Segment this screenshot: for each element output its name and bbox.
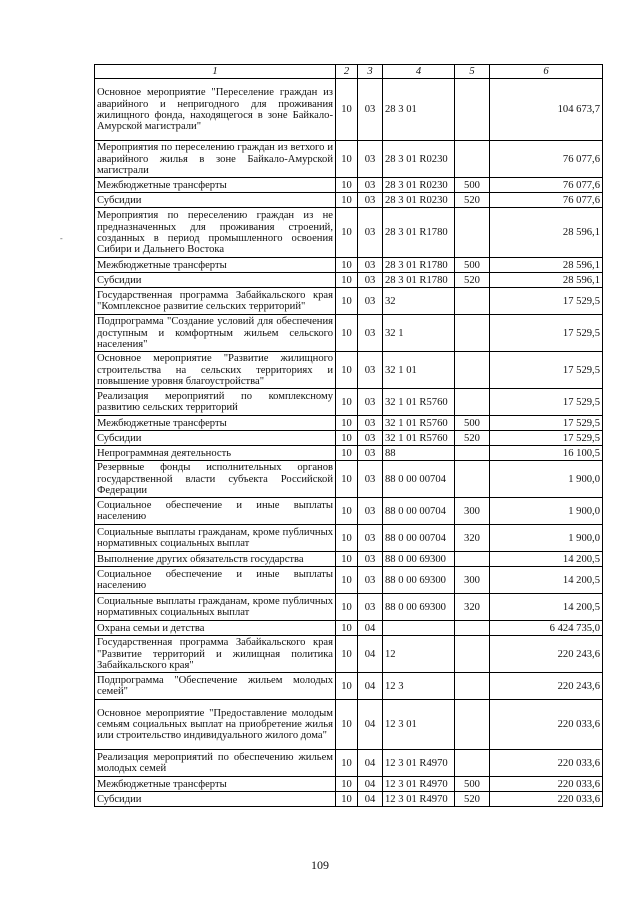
cell-name: Мероприятия по переселению граждан из не предназначенных для проживания строений, созданных в период промышленного освоения Сибири и Дальнего Востока xyxy=(95,208,336,258)
cell-vr xyxy=(455,79,490,141)
cell-pr: 03 xyxy=(358,258,383,273)
cell-csr: 88 0 00 69300 xyxy=(383,567,455,594)
cell-rz: 10 xyxy=(336,416,358,431)
cell-vr xyxy=(455,208,490,258)
cell-rz: 10 xyxy=(336,352,358,389)
cell-pr: 04 xyxy=(358,777,383,792)
cell-vr xyxy=(455,700,490,750)
cell-pr: 03 xyxy=(358,208,383,258)
cell-pr: 03 xyxy=(358,352,383,389)
cell-csr: 28 3 01 R0230 xyxy=(383,178,455,193)
cell-csr: 32 1 01 R5760 xyxy=(383,416,455,431)
table-row xyxy=(95,525,603,552)
cell-vr: 520 xyxy=(455,792,490,807)
cell-sum: 76 077,6 xyxy=(490,193,603,208)
cell-csr: 32 1 xyxy=(383,315,455,352)
cell-vr xyxy=(455,446,490,461)
table-row xyxy=(95,315,603,352)
cell-sum: 220 243,6 xyxy=(490,673,603,700)
cell-sum: 1 900,0 xyxy=(490,498,603,525)
cell-vr: 500 xyxy=(455,178,490,193)
cell-sum: 28 596,1 xyxy=(490,273,603,288)
table-row xyxy=(95,636,603,673)
cell-rz: 10 xyxy=(336,636,358,673)
table-row xyxy=(95,178,603,193)
cell-rz: 10 xyxy=(336,431,358,446)
table-row xyxy=(95,208,603,258)
cell-sum: 17 529,5 xyxy=(490,352,603,389)
cell-rz: 10 xyxy=(336,621,358,636)
cell-pr: 03 xyxy=(358,178,383,193)
cell-name: Субсидии xyxy=(95,193,336,208)
cell-pr: 04 xyxy=(358,700,383,750)
cell-pr: 03 xyxy=(358,525,383,552)
header-cell: 3 xyxy=(358,65,383,79)
cell-csr: 88 0 00 00704 xyxy=(383,461,455,498)
cell-name: Основное мероприятие "Переселение граждан из аварийного и непригодного для проживания жилищного фонда, находящегося в зоне Байкало-Амурской магистрали" xyxy=(95,79,336,141)
cell-rz: 10 xyxy=(336,750,358,777)
table-row xyxy=(95,552,603,567)
table-row xyxy=(95,193,603,208)
cell-pr: 04 xyxy=(358,792,383,807)
cell-rz: 10 xyxy=(336,208,358,258)
cell-sum: 220 033,6 xyxy=(490,750,603,777)
cell-name: Резервные фонды исполнительных органов государственной власти субъекта Российской Федерации xyxy=(95,461,336,498)
margin-mark: - xyxy=(60,234,63,243)
table-row xyxy=(95,258,603,273)
cell-pr: 04 xyxy=(358,636,383,673)
table-row xyxy=(95,416,603,431)
cell-rz: 10 xyxy=(336,389,358,416)
cell-pr: 03 xyxy=(358,288,383,315)
cell-csr xyxy=(383,621,455,636)
cell-pr: 03 xyxy=(358,79,383,141)
table-row xyxy=(95,352,603,389)
cell-vr xyxy=(455,288,490,315)
table-row xyxy=(95,621,603,636)
page-number: 109 xyxy=(311,858,329,872)
cell-sum: 76 077,6 xyxy=(490,178,603,193)
cell-vr xyxy=(455,461,490,498)
cell-sum: 220 033,6 xyxy=(490,792,603,807)
cell-name: Социальное обеспечение и иные выплаты населению xyxy=(95,498,336,525)
cell-csr: 12 3 01 R4970 xyxy=(383,750,455,777)
cell-vr xyxy=(455,552,490,567)
cell-pr: 04 xyxy=(358,673,383,700)
cell-vr: 320 xyxy=(455,594,490,621)
table-row xyxy=(95,792,603,807)
cell-name: Субсидии xyxy=(95,431,336,446)
header-cell: 4 xyxy=(383,65,455,79)
cell-pr: 03 xyxy=(358,461,383,498)
cell-rz: 10 xyxy=(336,258,358,273)
cell-sum: 28 596,1 xyxy=(490,258,603,273)
cell-rz: 10 xyxy=(336,567,358,594)
cell-csr: 32 1 01 xyxy=(383,352,455,389)
cell-vr xyxy=(455,352,490,389)
cell-pr: 03 xyxy=(358,416,383,431)
cell-csr: 12 3 01 R4970 xyxy=(383,792,455,807)
cell-vr xyxy=(455,141,490,178)
cell-sum: 16 100,5 xyxy=(490,446,603,461)
cell-pr: 03 xyxy=(358,273,383,288)
cell-pr: 03 xyxy=(358,498,383,525)
cell-name: Основное мероприятие "Предоставление молодым семьям социальных выплат на приобретение жилья или строительство индивидуального жилого дома" xyxy=(95,700,336,750)
header-cell: 1 xyxy=(95,65,336,79)
cell-sum: 1 900,0 xyxy=(490,461,603,498)
cell-rz: 10 xyxy=(336,461,358,498)
cell-csr: 32 1 01 R5760 xyxy=(383,389,455,416)
cell-name: Межбюджетные трансферты xyxy=(95,178,336,193)
cell-rz: 10 xyxy=(336,193,358,208)
table-row xyxy=(95,567,603,594)
table-row xyxy=(95,79,603,141)
cell-rz: 10 xyxy=(336,178,358,193)
table-row xyxy=(95,389,603,416)
table-row xyxy=(95,498,603,525)
cell-sum: 6 424 735,0 xyxy=(490,621,603,636)
cell-vr xyxy=(455,673,490,700)
cell-csr: 88 0 00 69300 xyxy=(383,594,455,621)
cell-name: Социальное обеспечение и иные выплаты населению xyxy=(95,567,336,594)
table-body xyxy=(95,79,603,807)
cell-rz: 10 xyxy=(336,288,358,315)
cell-rz: 10 xyxy=(336,673,358,700)
table-row xyxy=(95,673,603,700)
cell-csr: 88 xyxy=(383,446,455,461)
cell-name: Государственная программа Забайкальского края "Развитие территорий и жилищная политика Забайкальского края" xyxy=(95,636,336,673)
cell-sum: 220 033,6 xyxy=(490,700,603,750)
cell-csr: 12 3 xyxy=(383,673,455,700)
cell-csr: 28 3 01 R0230 xyxy=(383,193,455,208)
cell-sum: 17 529,5 xyxy=(490,416,603,431)
cell-rz: 10 xyxy=(336,315,358,352)
cell-rz: 10 xyxy=(336,792,358,807)
cell-name: Подпрограмма "Создание условий для обеспечения доступным и комфортным жильем сельского населения" xyxy=(95,315,336,352)
cell-name: Выполнение других обязательств государства xyxy=(95,552,336,567)
cell-pr: 04 xyxy=(358,621,383,636)
cell-rz: 10 xyxy=(336,498,358,525)
cell-sum: 14 200,5 xyxy=(490,567,603,594)
cell-name: Государственная программа Забайкальского края "Комплексное развитие сельских территорий" xyxy=(95,288,336,315)
cell-name: Субсидии xyxy=(95,792,336,807)
cell-name: Подпрограмма "Обеспечение жильем молодых семей" xyxy=(95,673,336,700)
cell-vr xyxy=(455,750,490,777)
cell-rz: 10 xyxy=(336,552,358,567)
cell-pr: 03 xyxy=(358,567,383,594)
cell-name: Социальные выплаты гражданам, кроме публичных нормативных социальных выплат xyxy=(95,525,336,552)
cell-csr: 28 3 01 R1780 xyxy=(383,208,455,258)
cell-csr: 88 0 00 69300 xyxy=(383,552,455,567)
cell-pr: 03 xyxy=(358,431,383,446)
cell-sum: 104 673,7 xyxy=(490,79,603,141)
cell-csr: 28 3 01 R0230 xyxy=(383,141,455,178)
cell-rz: 10 xyxy=(336,273,358,288)
header-cell: 2 xyxy=(336,65,358,79)
table-row xyxy=(95,750,603,777)
cell-sum: 17 529,5 xyxy=(490,315,603,352)
budget-table xyxy=(94,64,603,807)
cell-vr xyxy=(455,621,490,636)
cell-sum: 14 200,5 xyxy=(490,594,603,621)
cell-vr: 500 xyxy=(455,258,490,273)
table-row xyxy=(95,431,603,446)
cell-rz: 10 xyxy=(336,594,358,621)
cell-name: Непрограммная деятельность xyxy=(95,446,336,461)
table-row xyxy=(95,700,603,750)
cell-sum: 17 529,5 xyxy=(490,288,603,315)
cell-name: Субсидии xyxy=(95,273,336,288)
cell-rz: 10 xyxy=(336,79,358,141)
cell-rz: 10 xyxy=(336,700,358,750)
cell-name: Мероприятия по переселению граждан из ветхого и аварийного жилья в зоне Байкало-Амурской магистрали xyxy=(95,141,336,178)
cell-vr xyxy=(455,636,490,673)
cell-csr: 88 0 00 00704 xyxy=(383,498,455,525)
cell-sum: 28 596,1 xyxy=(490,208,603,258)
table-row xyxy=(95,446,603,461)
cell-name: Реализация мероприятий по обеспечению жильем молодых семей xyxy=(95,750,336,777)
table-row xyxy=(95,461,603,498)
cell-pr: 03 xyxy=(358,594,383,621)
cell-vr: 320 xyxy=(455,525,490,552)
cell-vr: 300 xyxy=(455,567,490,594)
cell-name: Межбюджетные трансферты xyxy=(95,416,336,431)
cell-pr: 03 xyxy=(358,193,383,208)
cell-vr: 520 xyxy=(455,193,490,208)
cell-sum: 220 033,6 xyxy=(490,777,603,792)
cell-csr: 88 0 00 00704 xyxy=(383,525,455,552)
cell-sum: 76 077,6 xyxy=(490,141,603,178)
cell-sum: 14 200,5 xyxy=(490,552,603,567)
cell-csr: 28 3 01 xyxy=(383,79,455,141)
header-cell: 5 xyxy=(455,65,490,79)
cell-pr: 03 xyxy=(358,389,383,416)
cell-pr: 03 xyxy=(358,552,383,567)
table-row xyxy=(95,594,603,621)
cell-name: Реализация мероприятий по комплексному развитию сельских территорий xyxy=(95,389,336,416)
cell-rz: 10 xyxy=(336,777,358,792)
cell-csr: 12 3 01 R4970 xyxy=(383,777,455,792)
cell-vr: 500 xyxy=(455,777,490,792)
cell-rz: 10 xyxy=(336,141,358,178)
cell-csr: 12 3 01 xyxy=(383,700,455,750)
cell-rz: 10 xyxy=(336,446,358,461)
cell-name: Социальные выплаты гражданам, кроме публичных нормативных социальных выплат xyxy=(95,594,336,621)
cell-sum: 220 243,6 xyxy=(490,636,603,673)
cell-pr: 04 xyxy=(358,750,383,777)
cell-csr: 12 xyxy=(383,636,455,673)
cell-vr: 520 xyxy=(455,273,490,288)
table-row xyxy=(95,288,603,315)
cell-pr: 03 xyxy=(358,446,383,461)
cell-pr: 03 xyxy=(358,141,383,178)
cell-csr: 28 3 01 R1780 xyxy=(383,273,455,288)
cell-csr: 32 xyxy=(383,288,455,315)
cell-sum: 17 529,5 xyxy=(490,431,603,446)
cell-name: Основное мероприятие "Развитие жилищного строительства на сельских территориях и повышение уровня благоустройства" xyxy=(95,352,336,389)
cell-vr: 520 xyxy=(455,431,490,446)
table-row xyxy=(95,777,603,792)
cell-vr xyxy=(455,315,490,352)
cell-vr xyxy=(455,389,490,416)
cell-sum: 17 529,5 xyxy=(490,389,603,416)
cell-rz: 10 xyxy=(336,525,358,552)
cell-name: Межбюджетные трансферты xyxy=(95,777,336,792)
table-row xyxy=(95,273,603,288)
cell-vr: 300 xyxy=(455,498,490,525)
cell-csr: 28 3 01 R1780 xyxy=(383,258,455,273)
cell-vr: 500 xyxy=(455,416,490,431)
header-cell: 6 xyxy=(490,65,603,79)
cell-csr: 32 1 01 R5760 xyxy=(383,431,455,446)
cell-name: Межбюджетные трансферты xyxy=(95,258,336,273)
table-row xyxy=(95,141,603,178)
cell-pr: 03 xyxy=(358,315,383,352)
header-row xyxy=(95,65,603,79)
cell-sum: 1 900,0 xyxy=(490,525,603,552)
cell-name: Охрана семьи и детства xyxy=(95,621,336,636)
